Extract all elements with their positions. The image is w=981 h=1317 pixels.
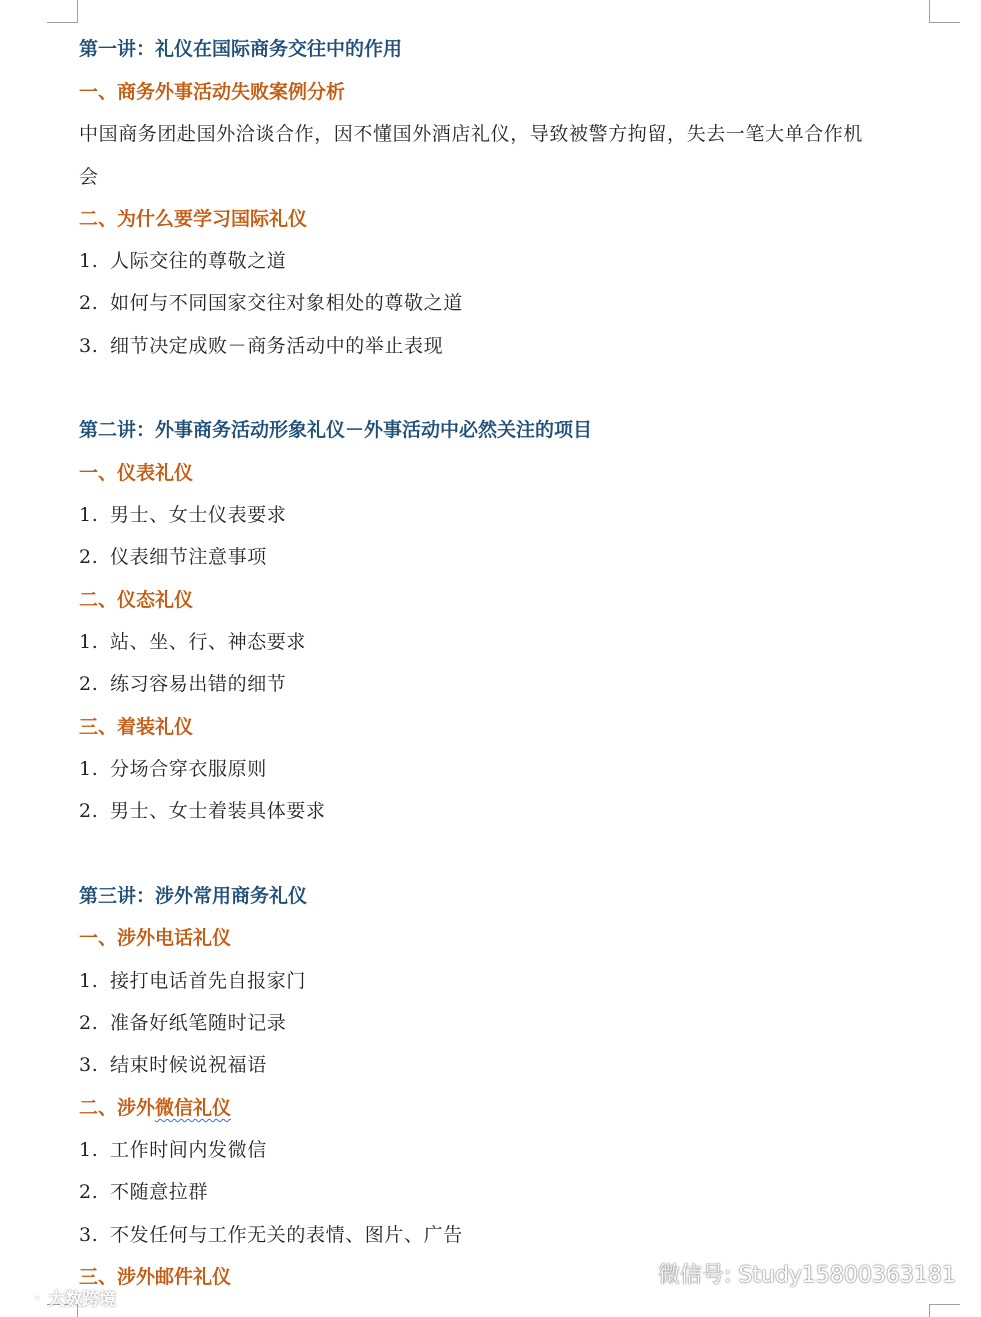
list-item bbox=[79, 671, 286, 697]
watermark-left-text: 大数跨境 bbox=[48, 1289, 116, 1310]
list-item-number: 1. bbox=[79, 1139, 99, 1161]
watermark-wechat bbox=[618, 1258, 956, 1288]
list-item bbox=[79, 1052, 267, 1078]
list-item-text: 人际交往的尊敬之道 bbox=[110, 250, 287, 272]
list-item-number: 1. bbox=[79, 758, 99, 780]
list-item-number: 2. bbox=[79, 1012, 99, 1034]
list-item-number: 2. bbox=[79, 546, 99, 568]
lecture-1-paragraph-line-1: 中国商务团赴国外洽谈合作，因不懂国外酒店礼仪，导致被警方拘留，失去一笔大单合作机 bbox=[79, 123, 864, 145]
list-item bbox=[79, 333, 443, 359]
list-item-number: 3. bbox=[79, 1054, 99, 1076]
list-item-text: 结束时候说祝福语 bbox=[110, 1054, 267, 1076]
list-item-text: 站、坐、行、神态要求 bbox=[110, 631, 307, 653]
list-item bbox=[79, 1137, 267, 1163]
list-item-text: 男士、女士仪表要求 bbox=[110, 504, 287, 526]
wechat-icon bbox=[618, 1259, 652, 1287]
list-item-text: 男士、女士着装具体要求 bbox=[110, 800, 326, 822]
list-item-text: 如何与不同国家交往对象相处的尊敬之道 bbox=[110, 292, 463, 314]
list-item bbox=[79, 756, 267, 782]
lecture-1-paragraph-line-2: 会 bbox=[79, 166, 99, 188]
list-item-text: 仪表细节注意事项 bbox=[110, 546, 267, 568]
page-corner-mark-top-left bbox=[47, 0, 78, 23]
list-item bbox=[79, 544, 267, 570]
list-item bbox=[79, 502, 286, 528]
watermark-right-text: 微信号: Study15800363181 bbox=[658, 1262, 956, 1288]
list-item-text: 不发任何与工作无关的表情、图片、广告 bbox=[110, 1224, 463, 1246]
lecture-3-title: 第三讲：涉外常用商务礼仪 bbox=[79, 885, 308, 907]
lecture-1-title: 第一讲：礼仪在国际商务交往中的作用 bbox=[79, 38, 403, 60]
lecture-3-section-1-title: 一、涉外电话礼仪 bbox=[79, 927, 232, 949]
lecture-2-section-3-title: 三、着装礼仪 bbox=[79, 716, 194, 738]
list-item bbox=[79, 798, 326, 824]
list-item-text: 准备好纸笔随时记录 bbox=[110, 1012, 287, 1034]
list-item bbox=[79, 290, 463, 316]
list-item-number: 1. bbox=[79, 250, 99, 272]
section-title-prefix: 二、涉外 bbox=[79, 1097, 156, 1119]
list-item-number: 1. bbox=[79, 504, 99, 526]
page-corner-mark-top-right bbox=[929, 0, 960, 23]
spellcheck-underlined-text: 微信礼仪 bbox=[155, 1097, 232, 1119]
list-item-number: 2. bbox=[79, 1181, 99, 1203]
lecture-3-section-2-title bbox=[79, 1095, 231, 1121]
lecture-1-section-2-title: 二、为什么要学习国际礼仪 bbox=[79, 208, 308, 230]
list-item-number: 3. bbox=[79, 335, 99, 357]
page-corner-mark-bottom-right bbox=[929, 1304, 960, 1317]
watermark-logo bbox=[6, 1284, 116, 1310]
list-item-text: 工作时间内发微信 bbox=[110, 1139, 267, 1161]
logo-icon bbox=[6, 1285, 44, 1309]
list-item bbox=[79, 1222, 463, 1248]
list-item-text: 练习容易出错的细节 bbox=[110, 673, 287, 695]
list-item-text: 不随意拉群 bbox=[110, 1181, 209, 1203]
list-item-number: 2. bbox=[79, 800, 99, 822]
lecture-3-section-3-title: 三、涉外邮件礼仪 bbox=[79, 1266, 232, 1288]
list-item-text: 分场合穿衣服原则 bbox=[110, 758, 267, 780]
list-item bbox=[79, 1010, 286, 1036]
list-item-number: 3. bbox=[79, 1224, 99, 1246]
svg-text:·: · bbox=[35, 1291, 40, 1305]
list-item-text: 接打电话首先自报家门 bbox=[110, 970, 307, 992]
list-item-number: 2. bbox=[79, 673, 99, 695]
lecture-2-section-2-title: 二、仪态礼仪 bbox=[79, 589, 194, 611]
list-item-number: 1. bbox=[79, 631, 99, 653]
list-item bbox=[79, 629, 306, 655]
list-item bbox=[79, 1179, 208, 1205]
lecture-2-section-1-title: 一、仪表礼仪 bbox=[79, 462, 194, 484]
list-item-number: 1. bbox=[79, 970, 99, 992]
list-item bbox=[79, 968, 306, 994]
lecture-2-title: 第二讲：外事商务活动形象礼仪－外事活动中必然关注的项目 bbox=[79, 419, 593, 441]
list-item-text: 细节决定成败－商务活动中的举止表现 bbox=[110, 335, 444, 357]
list-item-number: 2. bbox=[79, 292, 99, 314]
lecture-1-section-1-title: 一、商务外事活动失败案例分析 bbox=[79, 81, 346, 103]
list-item bbox=[79, 248, 286, 274]
